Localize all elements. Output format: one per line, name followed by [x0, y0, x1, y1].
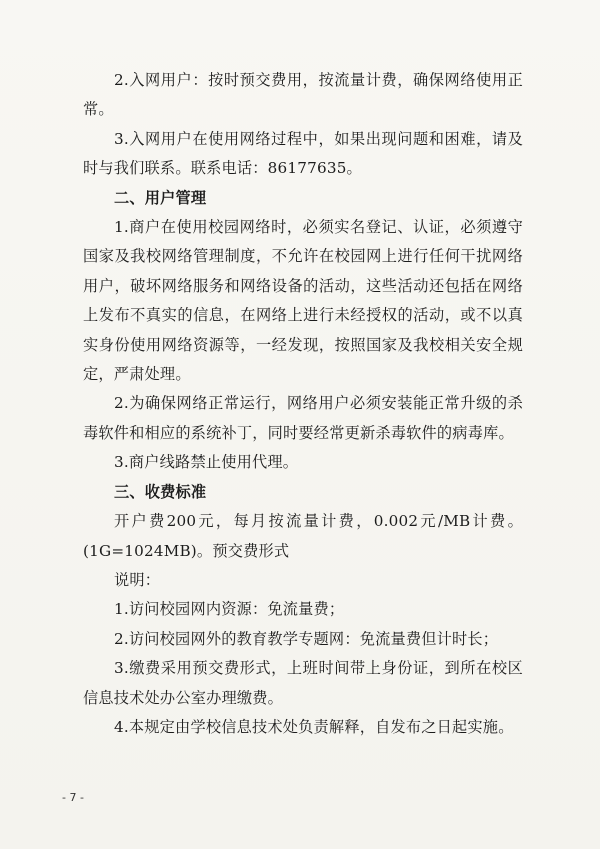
paragraph-real-name: 1.商户在使用校园网络时，必须实名登记、认证，必须遵守国家及我校网络管理制度，不允许在校园网上进行任何干扰网络用户，破坏网络服务和网络设备的活动，这些活动还包括在网络上发布不真实的信息，在网络上进行未经授权的活动，或不以真实身份使用网络资源等，一经发现，按照国家及我校相关安全规定，严肃处理。: [83, 218, 523, 384]
document-body: [83, 66, 523, 742]
paragraph-notes-label: 说明：: [114, 570, 161, 589]
paragraph-note-2: 2.访问校园网外的教育教学专题网：免流量费但计时长；: [114, 629, 499, 648]
paragraph-note-1: 1.访问校园网内资源：免流量费；: [114, 600, 345, 619]
paragraph-proxy: 3.商户线路禁止使用代理。: [114, 453, 299, 472]
paragraph-prepay: 2.入网用户：按时预交费用，按流量计费，确保网络使用正常。: [83, 71, 523, 119]
paragraph-note-3: 3.缴费采用预交费形式，上班时间带上身份证，到所在校区信息技术处办公室办理缴费。: [83, 659, 523, 707]
paragraph-fee-rate: 开户费200元，每月按流量计费，0.002元/MB计费。(1G=1024MB)。预交费形式: [83, 512, 523, 560]
section-heading-user-management: 二、用户管理: [114, 188, 207, 207]
paragraph-note-4: 4.本规定由学校信息技术处负责解释，自发布之日起实施。: [114, 717, 514, 736]
page-number: - 7 -: [62, 791, 84, 804]
paragraph-contact: 3.入网用户在使用网络过程中，如果出现问题和困难，请及时与我们联系。联系电话：86177635。: [83, 129, 523, 178]
section-heading-fees: 三、收费标准: [114, 482, 207, 501]
paragraph-antivirus: 2.为确保网络正常运行，网络用户必须安装能正常升级的杀毒软件和相应的系统补丁，同时要经常更新杀毒软件的病毒库。: [83, 394, 523, 442]
